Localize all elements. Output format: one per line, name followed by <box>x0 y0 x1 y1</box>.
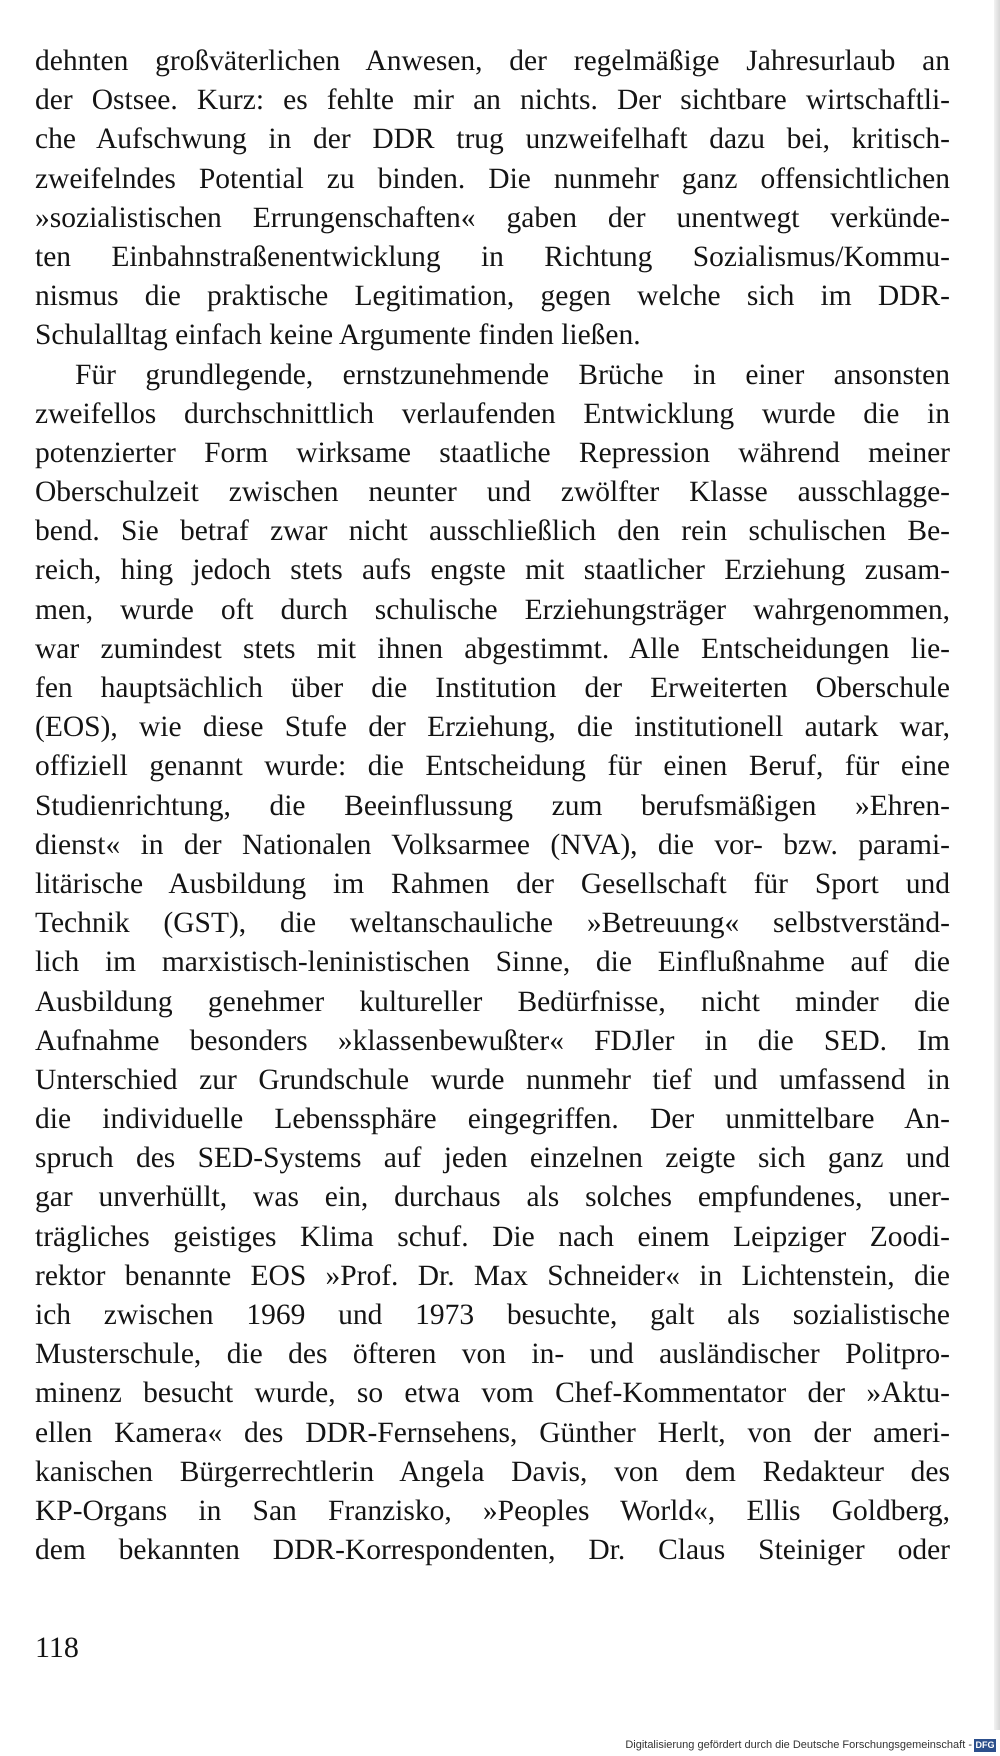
text-line: Oberschulzeit zwischen neunter und zwölfter Klasse ausschlagge- <box>35 476 950 509</box>
digitization-footer <box>0 1734 1000 1756</box>
text-line: ich zwischen 1969 und 1973 besuchte, galt als sozialistische <box>35 1299 950 1331</box>
text-line: ellen Kamera« des DDR-Fernsehens, Günther Herlt, von der ameri- <box>35 1416 950 1449</box>
text-line: fen hauptsächlich über die Institution der Erweiterten Oberschule <box>35 672 950 704</box>
text-line: zweifelndes Potential zu binden. Die nunmehr ganz offensichtlichen <box>35 162 950 195</box>
text-line: bend. Sie betraf zwar nicht ausschließlich den rein schulischen Be- <box>35 515 950 548</box>
text-line: Schulalltag einfach keine Argumente finden ließen. <box>35 319 641 352</box>
text-line: men, wurde oft durch schulische Erziehungsträger wahrgenommen, <box>35 593 950 626</box>
text-line: ten Einbahnstraßenentwicklung in Richtung Sozialismus/Kommu- <box>35 240 950 273</box>
body-text <box>35 42 950 1570</box>
text-line: che Aufschwung in der DDR trug unzweifelhaft dazu bei, kritisch- <box>35 123 950 156</box>
text-line: Technik (GST), die weltanschauliche »Betreuung« selbstverständ- <box>35 907 950 940</box>
text-line: dem bekannten DDR-Korrespondenten, Dr. Claus Steiniger oder <box>35 1534 950 1567</box>
text-line: dienst« in der Nationalen Volksarmee (NVA), die vor- bzw. parami- <box>35 828 950 861</box>
text-line: war zumindest stets mit ihnen abgestimmt. Alle Entscheidungen lie- <box>35 632 950 665</box>
text-line: reich, hing jedoch stets aufs engste mit staatlicher Erziehung zusam- <box>35 554 950 587</box>
text-line: (EOS), wie diese Stufe der Erziehung, die institutionell autark war, <box>35 711 950 744</box>
text-line: offiziell genannt wurde: die Entscheidung für einen Beruf, für eine <box>35 750 950 783</box>
text-line: der Ostsee. Kurz: es fehlte mir an nichts. Der sichtbare wirtschaftli- <box>35 84 950 117</box>
text-line: Musterschule, die des öfteren von in- und ausländischer Politpro- <box>35 1338 950 1371</box>
text-line: Unterschied zur Grundschule wurde nunmehr tief und umfassend in <box>35 1063 950 1096</box>
text-line: minenz besucht wurde, so etwa vom Chef-Kommentator der »Aktu- <box>35 1377 950 1410</box>
text-line: trägliches geistiges Klima schuf. Die nach einem Leipziger Zoodi- <box>35 1220 950 1253</box>
text-line: dehnten großväterlichen Anwesen, der regelmäßige Jahresurlaub an <box>35 45 950 77</box>
text-line: »sozialistischen Errungenschaften« gaben der unentwegt verkünde- <box>35 201 950 234</box>
text-line: spruch des SED-Systems auf jeden einzelnen zeigte sich ganz und <box>35 1142 950 1175</box>
text-line: Aufnahme besonders »klassenbewußter« FDJler in die SED. Im <box>35 1024 950 1057</box>
text-line: die individuelle Lebenssphäre eingegriffen. Der unmittelbare An- <box>35 1103 950 1136</box>
text-line: kanischen Bürgerrechtlerin Angela Davis, von dem Redakteur des <box>35 1455 950 1488</box>
text-line: lich im marxistisch-leninistischen Sinne, die Einflußnahme auf die <box>35 946 950 979</box>
page-edge-shadow <box>994 0 1000 1730</box>
text-line: rektor benannte EOS »Prof. Dr. Max Schneider« in Lichtenstein, die <box>35 1259 950 1292</box>
text-line: Studienrichtung, die Beeinflussung zum berufsmäßigen »Ehren- <box>35 789 950 822</box>
text-line: Für grundlegende, ernstzunehmende Brüche in einer ansonsten <box>75 358 950 391</box>
text-line: potenzierter Form wirksame staatliche Repression während meiner <box>35 436 950 469</box>
text-line: gar unverhüllt, was ein, durchaus als solches empfundenes, uner- <box>35 1181 950 1214</box>
footer-credit-text: Digitalisierung gefördert durch die Deutsche Forschungsgemeinschaft - <box>625 1739 972 1751</box>
dfg-logo: DFG <box>975 1740 995 1750</box>
text-line: zweifellos durchschnittlich verlaufenden Entwicklung wurde die in <box>35 397 950 430</box>
text-line: nismus die praktische Legitimation, gegen welche sich im DDR- <box>35 280 950 313</box>
text-line: Ausbildung genehmer kultureller Bedürfnisse, nicht minder die <box>35 985 950 1018</box>
page-number: 118 <box>35 1631 79 1664</box>
text-line: litärische Ausbildung im Rahmen der Gesellschaft für Sport und <box>35 867 950 900</box>
text-line: KP-Organs in San Franzisko, »Peoples World«, Ellis Goldberg, <box>35 1494 950 1527</box>
